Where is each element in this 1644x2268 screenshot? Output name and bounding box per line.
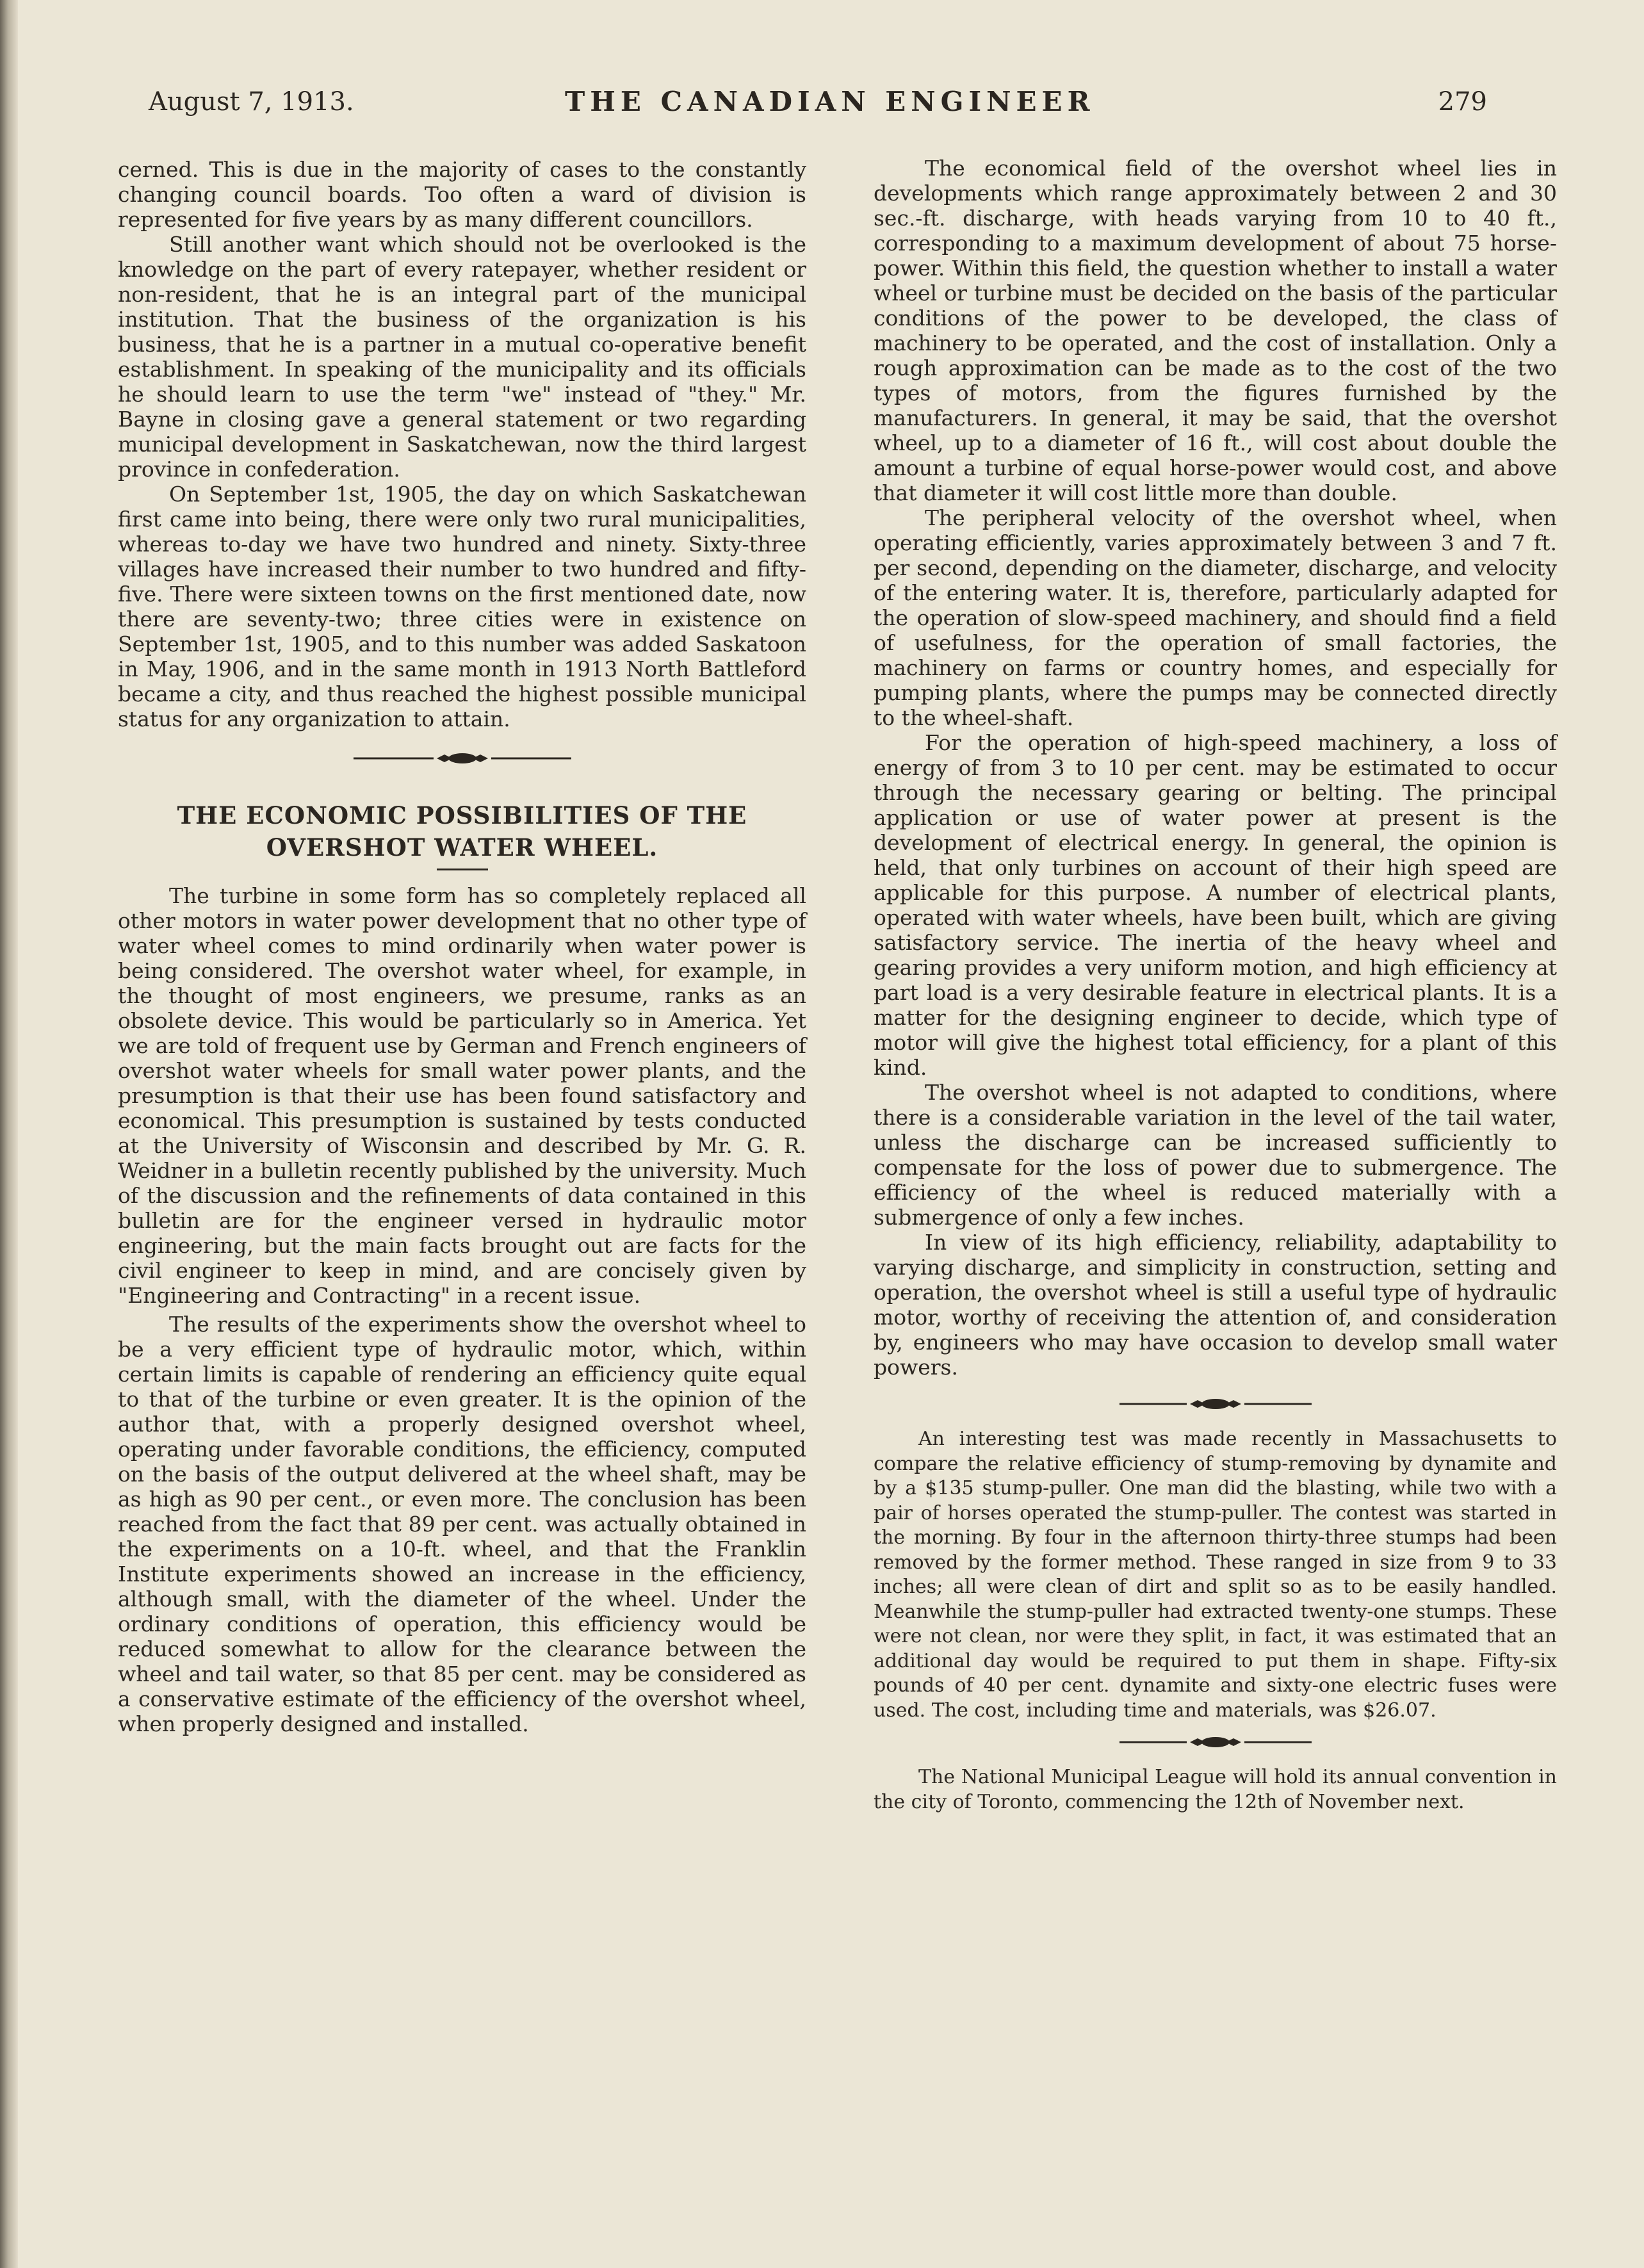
paragraph: cerned. This is due in the majority of cases to the constantly changing council boards. Too often a ward of division is represented for five years by as many different councillors.	[118, 157, 806, 232]
journal-title: THE CANADIAN ENGINEER	[565, 86, 1095, 117]
page-header	[149, 82, 1487, 120]
title-rule	[437, 869, 488, 870]
paragraph: The results of the experiments show the overshot wheel to be a very efficient type of hydraulic motor, which, within certain limits is capable of rendering an efficiency quite equal to that of the turbine or even greater. It is the opinion of the author that, with a properly designed overshot wheel, operating under favorable conditions, the efficiency, computed on the basis of the output delivered at the wheel shaft, may be as high as 90 per cent., or even more. The conclusion has been reached from the fact that 89 per cent. was actually obtained in the experiments on a 10-ft. wheel, and that the Franklin Institute experiments showed an increase in the efficiency, although small, with the diameter of the wheel. Under the ordinary conditions of operation, this efficiency would be reduced somewhat to allow for the clearance between the wheel and tail water, so that 85 per cent. may be considered as a conservative estimate of the efficiency of the overshot wheel, when properly designed and installed.	[118, 1312, 806, 1736]
section-divider-ornament	[874, 1391, 1557, 1427]
news-notes	[874, 1427, 1557, 1815]
article-title-line-1: THE ECONOMIC POSSIBILITIES OF THE	[177, 801, 747, 829]
article-title	[118, 799, 806, 863]
paragraph: On September 1st, 1905, the day on which Saskatchewan first came into being, there were only two rural municipalities, whereas to-day we have two hundred and ninety. Sixty-three villages have increased their number to two hundred and fifty-five. There were sixteen towns on the first mentioned date, now there are seventy-two; three cities were in existence on September 1st, 1905, and to this number was added Saskatoon in May, 1906, and in the same month in 1913 North Battleford became a city, and thus reached the highest possible municipal status for any organization to attain.	[118, 482, 806, 731]
paragraph: For the operation of high-speed machinery, a loss of energy of from 3 to 10 per cent. may be estimated to occur through the necessary gearing or belting. The principal application or use of water power at present is the development of electrical energy. In general, the opinion is held, that only turbines on account of their high speed are applicable for this purpose. A number of electrical plants, operated with water wheels, have been built, which are giving satisfactory service. The inertia of the heavy wheel and gearing provides a very uniform motion, and high efficiency at part load is a very desirable feature in electrical plants. It is a matter for the designing engineer to decide, which type of motor will give the highest total efficiency, for a plant of this kind.	[874, 730, 1557, 1080]
paragraph: In view of its high efficiency, reliability, adaptability to varying discharge, and simplicity in construction, setting and operation, the overshot wheel is still a useful type of hydraulic motor, worthy of receiving the attention of, and consideration by, engineers who may have occasion to develop small water powers.	[874, 1230, 1557, 1380]
paragraph: The economical field of the overshot wheel lies in developments which range approximately between 2 and 30 sec.-ft. discharge, with heads varying from 10 to 40 ft., corresponding to a maximum development of about 75 horse-power. Within this field, the question whether to install a water wheel or turbine must be decided on the basis of the particular conditions of the power to be developed, the class of machinery to be operated, and the cost of installation. Only a rough approximation can be made as to the cost of the two types of motors, from the figures furnished by the manufacturers. In general, it may be said, that the overshot wheel, up to a diameter of 16 ft., will cost about double the amount a turbine of equal horse-power would cost, and above that diameter it will cost little more than double.	[874, 156, 1557, 505]
paragraph: The overshot wheel is not adapted to conditions, where there is a considerable variation in the level of the tail water, unless the discharge can be increased sufficiently to compensate for the loss of power due to submergence. The efficiency of the wheel is reduced materially with a submergence of only a few inches.	[874, 1080, 1557, 1230]
news-note: The National Municipal League will hold its annual convention in the city of Toronto, commencing the 12th of November next.	[874, 1766, 1557, 1813]
paragraph: Still another want which should not be overlooked is the knowledge on the part of every ratepayer, whether resident or non-resident, that he is an integral part of the municipal institution. That the business of the organization is his business, that he is a partner in a mutual co-operative benefit establishment. In speaking of the municipality and its officials he should learn to use the term "we" instead of "they." Mr. Bayne in closing gave a general statement or two regarding municipal development in Saskatchewan, now the third largest province in confederation.	[118, 232, 806, 482]
issue-date: August 7, 1913.	[149, 87, 354, 117]
article-title-line-2: OVERSHOT WATER WHEEL.	[266, 833, 658, 861]
left-column	[118, 157, 806, 1736]
section-divider-ornament	[118, 746, 806, 790]
right-column	[874, 156, 1557, 1815]
page-number: 279	[1438, 87, 1487, 117]
paragraph: The turbine in some form has so completely replaced all other motors in water power development that no other type of water wheel comes to mind ordinarily when water power is being considered. The overshot water wheel, for example, in the thought of most engineers, we presume, ranks as an obsolete device. This would be particularly so in America. Yet we are told of frequent use by German and French engineers of overshot water wheels for small water power plants, and the presumption is that their use has been found satisfactory and economical. This presumption is sustained by tests conducted at the University of Wisconsin and described by Mr. G. R. Weidner in a bulletin recently published by the university. Much of the discussion and the refinements of data contained in this bulletin are for the engineer versed in hydraulic motor engineering, but the main facts brought out are facts for the civil engineer to keep in mind, and are concisely given by "Engineering and Contracting" in a recent issue.	[118, 883, 806, 1308]
binding-gutter	[0, 0, 18, 2268]
section-divider-ornament	[874, 1729, 1557, 1765]
paragraph: The peripheral velocity of the overshot wheel, when operating efficiently, varies approximately between 3 and 7 ft. per second, depending on the diameter, discharge, and velocity of the entering water. It is, therefore, particularly adapted for the operation of slow-speed machinery, and should find a field of usefulness, for the operation of small factories, the machinery on farms or country homes, and especially for pumping plants, where the pumps may be connected directly to the wheel-shaft.	[874, 505, 1557, 730]
news-note: An interesting test was made recently in Massachusetts to compare the relative efficiency of stump-removing by dynamite and by a $135 stump-puller. One man did the blasting, while two with a pair of horses operated the stump-puller. The contest was started in the morning. By four in the afternoon thirty-three stumps had been removed by the former method. These ranged in size from 9 to 33 inches; all were clean of dirt and split so as to be easily handled. Meanwhile the stump-puller had extracted twenty-one stumps. These were not clean, nor were they split, in fact, it was estimated that an additional day would be required to put them in shape. Fifty-six pounds of 40 per cent. dynamite and sixty-one electric fuses were used. The cost, including time and materials, was $26.07.	[874, 1428, 1557, 1722]
